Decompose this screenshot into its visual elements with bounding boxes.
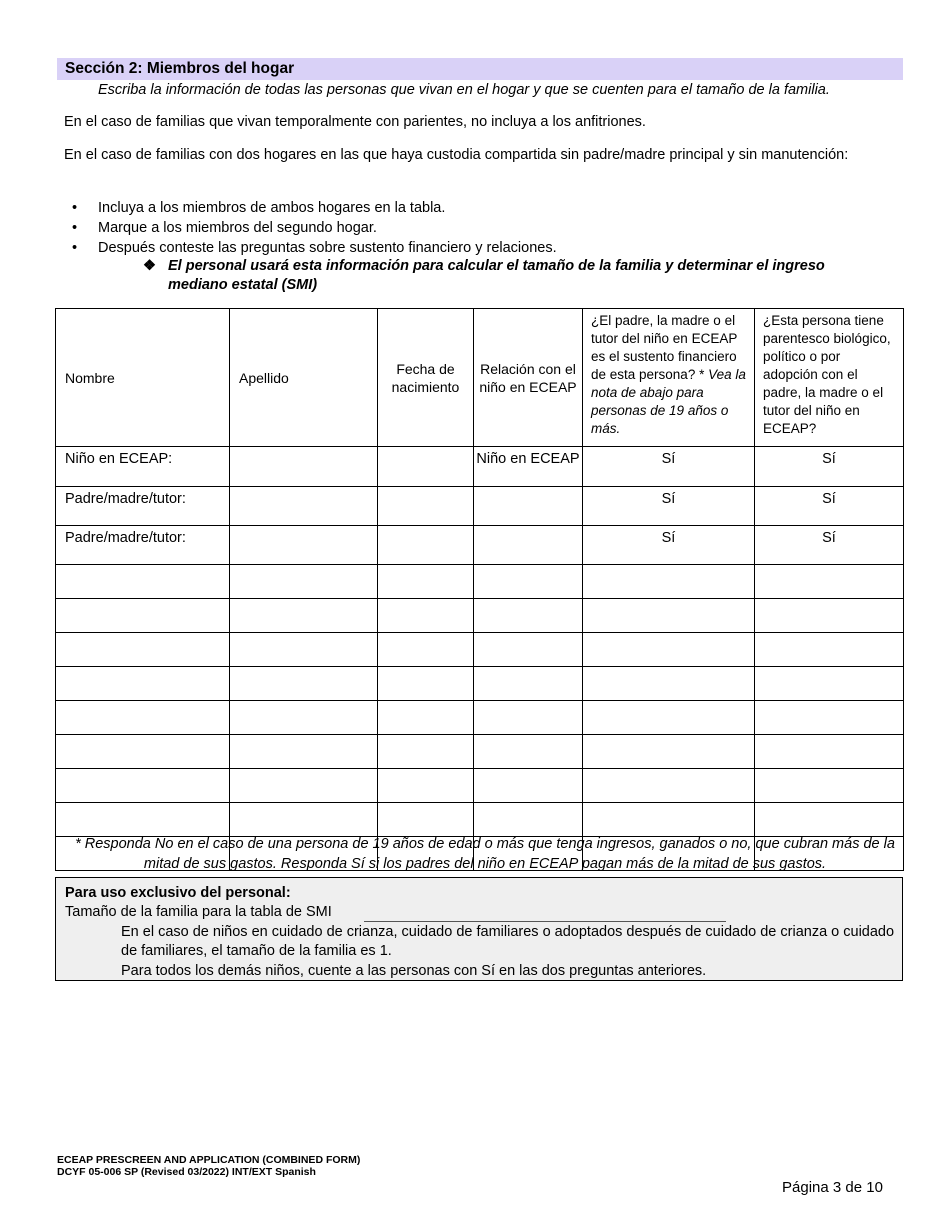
- instructions-list: [64, 198, 557, 258]
- table-cell[interactable]: [378, 735, 474, 769]
- name-cell: Niño en ECEAP:: [56, 447, 230, 487]
- table-row: [56, 701, 904, 735]
- dob-input[interactable]: [378, 487, 474, 526]
- table-cell[interactable]: [230, 565, 378, 599]
- diamond-bullet-icon: ❖: [143, 258, 156, 274]
- table-cell[interactable]: [755, 565, 904, 599]
- table-cell[interactable]: [583, 667, 755, 701]
- table-row: [56, 487, 904, 526]
- table-cell[interactable]: [583, 803, 755, 837]
- table-cell[interactable]: [230, 803, 378, 837]
- table-cell[interactable]: [56, 565, 230, 599]
- relation-cell: Niño en ECEAP: [474, 447, 583, 487]
- table-cell[interactable]: [755, 769, 904, 803]
- table-cell[interactable]: [230, 667, 378, 701]
- staff-box-title: Para uso exclusivo del personal:: [65, 885, 291, 901]
- table-cell[interactable]: [56, 633, 230, 667]
- table-cell[interactable]: [378, 803, 474, 837]
- name-cell: Padre/madre/tutor:: [56, 526, 230, 565]
- table-cell[interactable]: [378, 701, 474, 735]
- support-answer[interactable]: Sí: [583, 526, 755, 565]
- table-row: [56, 526, 904, 565]
- table-cell[interactable]: [230, 701, 378, 735]
- table-cell[interactable]: [230, 735, 378, 769]
- table-cell[interactable]: [583, 599, 755, 633]
- support-answer[interactable]: Sí: [583, 487, 755, 526]
- table-cell[interactable]: [378, 565, 474, 599]
- header-date-of-birth: Fecha de nacimiento: [378, 309, 474, 447]
- table-row: [56, 633, 904, 667]
- other-children-rule: Para todos los demás niños, cuente a las personas con Sí en las dos preguntas anteriores.: [121, 963, 707, 979]
- last-name-input[interactable]: [230, 447, 378, 487]
- table-cell[interactable]: [56, 701, 230, 735]
- table-header-row: [56, 309, 904, 447]
- header-last-name: Apellido: [230, 309, 378, 447]
- form-name: ECEAP PRESCREEN AND APPLICATION (COMBINED FORM): [57, 1154, 361, 1166]
- foster-care-rule: En el caso de niños en cuidado de crianza, cuidado de familiares o adoptados después de cuidado de crianza o cuidado de familiares, el tamaño de la familia es 1.: [121, 924, 895, 959]
- relative-answer[interactable]: Sí: [755, 526, 904, 565]
- table-cell[interactable]: [230, 633, 378, 667]
- relation-input[interactable]: [474, 526, 583, 565]
- bullet-icon: •: [72, 220, 78, 236]
- table-cell[interactable]: [378, 769, 474, 803]
- table-cell[interactable]: [583, 735, 755, 769]
- table-cell[interactable]: [583, 701, 755, 735]
- table-cell[interactable]: [755, 803, 904, 837]
- form-number: DCYF 05-006 SP (Revised 03/2022) INT/EXT Spanish: [57, 1166, 316, 1178]
- bullet-icon: •: [72, 240, 78, 256]
- table-cell[interactable]: [378, 633, 474, 667]
- household-members-table: [55, 308, 904, 871]
- table-cell[interactable]: [583, 565, 755, 599]
- table-row: [56, 735, 904, 769]
- table-row: [56, 803, 904, 837]
- last-name-input[interactable]: [230, 487, 378, 526]
- page-number: Página 3 de 10: [782, 1179, 883, 1196]
- table-cell[interactable]: [755, 667, 904, 701]
- table-cell[interactable]: [56, 735, 230, 769]
- section-header: Sección 2: Miembros del hogar: [57, 58, 903, 80]
- header-relation: Relación con el niño en ECEAP: [474, 309, 583, 447]
- header-relative-question: ¿Esta persona tiene parentesco biológico, político o por adopción con el padre, la madre o el tutor del niño en ECEAP?: [755, 309, 904, 447]
- table-row: [56, 565, 904, 599]
- table-cell[interactable]: [755, 701, 904, 735]
- staff-only-box: [55, 877, 903, 981]
- table-cell[interactable]: [56, 599, 230, 633]
- bullet-icon: •: [72, 200, 78, 216]
- list-item: • Marque a los miembros del segundo hogar.: [72, 220, 377, 236]
- table-cell[interactable]: [755, 735, 904, 769]
- table-cell[interactable]: [474, 633, 583, 667]
- list-item: • Incluya a los miembros de ambos hogares en la tabla.: [72, 200, 446, 216]
- section-intro: Escriba la información de todas las personas que vivan en el hogar y que se cuenten para el tamaño de la familia.: [98, 82, 830, 98]
- table-cell[interactable]: [474, 565, 583, 599]
- table-cell[interactable]: [56, 667, 230, 701]
- table-cell[interactable]: [755, 599, 904, 633]
- relative-answer[interactable]: Sí: [755, 447, 904, 487]
- table-cell[interactable]: [474, 667, 583, 701]
- name-cell: Padre/madre/tutor:: [56, 487, 230, 526]
- list-item: • Después conteste las preguntas sobre sustento financiero y relaciones.: [72, 240, 557, 256]
- staff-usage-note: ❖ El personal usará esta información para calcular el tamaño de la familia y determinar el ingreso mediano estatal (SMI): [143, 258, 825, 293]
- table-row: [56, 769, 904, 803]
- family-size-label: Tamaño de la familia para la tabla de SMI: [65, 904, 332, 920]
- table-cell[interactable]: [474, 769, 583, 803]
- age-19-footnote: * Responda No en el caso de una persona de 19 años de edad o más que tenga ingresos, ganados o no, que cubran más de la mitad de sus gastos. Responda Sí si los padres del niño en ECEAP pagan más de la mitad de sus gastos.: [75, 836, 895, 872]
- table-cell[interactable]: [56, 803, 230, 837]
- table-cell[interactable]: [230, 769, 378, 803]
- table-row: [56, 447, 904, 487]
- relative-answer[interactable]: Sí: [755, 487, 904, 526]
- support-answer[interactable]: Sí: [583, 447, 755, 487]
- table-cell[interactable]: [230, 599, 378, 633]
- last-name-input[interactable]: [230, 526, 378, 565]
- table-cell[interactable]: [755, 633, 904, 667]
- table-cell[interactable]: [378, 599, 474, 633]
- header-first-name: Nombre: [56, 309, 230, 447]
- table-cell[interactable]: [474, 735, 583, 769]
- dob-input[interactable]: [378, 447, 474, 487]
- table-cell[interactable]: [56, 769, 230, 803]
- table-cell[interactable]: [474, 599, 583, 633]
- table-cell[interactable]: [378, 667, 474, 701]
- relation-input[interactable]: [474, 487, 583, 526]
- family-size-input[interactable]: [364, 921, 726, 922]
- header-financial-support-question: ¿El padre, la madre o el tutor del niño en ECEAP es el sustento financiero de esta persona? * Vea la nota de abajo para personas de 19 años o más.: [583, 309, 755, 447]
- shared-custody-paragraph: En el caso de familias con dos hogares en las que haya custodia compartida sin padre/madre principal y sin manutención:: [64, 147, 849, 163]
- table-row: [56, 599, 904, 633]
- table-cell[interactable]: [474, 701, 583, 735]
- table-cell[interactable]: [583, 769, 755, 803]
- table-cell[interactable]: [474, 803, 583, 837]
- table-cell[interactable]: [583, 633, 755, 667]
- dob-input[interactable]: [378, 526, 474, 565]
- temporary-families-paragraph: En el caso de familias que vivan temporalmente con parientes, no incluya a los anfitriones.: [64, 114, 646, 130]
- table-row: [56, 667, 904, 701]
